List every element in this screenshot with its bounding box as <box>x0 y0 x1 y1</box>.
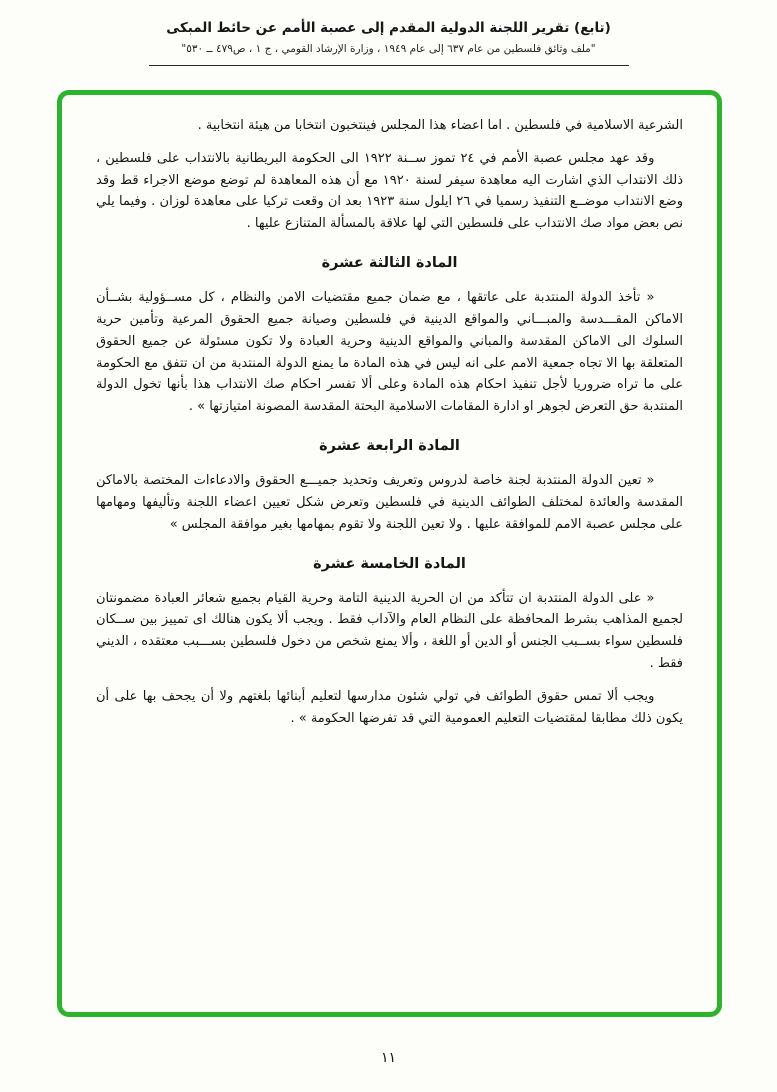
header-source-line: "ملف وثائق فلسطين من عام ٦٣٧ إلى عام ١٩٤٩ ، وزارة الإرشاد القومي ، ج ١ ، ص٤٧٩ ــ ٥٣٠" <box>181 43 596 55</box>
document-header <box>0 0 777 66</box>
section-heading-article-13: المادة الثالثة عشرة <box>321 255 458 272</box>
page-number: ١١ <box>380 1050 397 1066</box>
paragraph: الشرعية الاسلامية في فلسطين . اما اعضاء هذا المجلس فينتخبون انتخابا من هيئة انتخابية . <box>197 118 683 133</box>
paragraph: « تأخذ الدولة المنتدبة على عاتقها ، مع ضمان جميع مقتضيات الامن والنظام ، كل مســؤولية بشــأن الاماكن المقـــدسة والمبـــاني والمواقع الدينية في فلسطين وصيانة جميع الحقوق المرعية وتأمين حرية السلوك الى الاماكن المقدسة والمباني والمواقع الدينية وحرية العبادة ولا تكون مسئولة عن جميع الحقوق المتعلقة بها الا تجاه جمعية الامم على انه ليس في هذه المادة ما يمنع الدولة المنتدبة من ان تتفق مع الحكومة على ما تراه ضروريا لأجل تنفيذ احكام هذه المادة وعلى ألا تفسر احكام صك الانتداب هذا بأنها تخول الدولة المنتدبة حق التعرض لجوهر او ادارة المقامات الاسلامية البحتة المقدسة المصونة امتيازتها » . <box>96 290 683 415</box>
section-heading-article-15: المادة الخامسة عشرة <box>313 555 466 572</box>
header-title: (تابع) تقرير اللجنة الدولية المقدم إلى عصبة الأمم عن حائط المبكى <box>166 20 611 36</box>
paragraph: « على الدولة المنتدبة ان تتأكد من ان الحرية الدينية التامة وحرية القيام بجميع شعائر العبادة مضمونتان لجميع المذاهب بشرط المحافظة على النظام العام والآداب فقط . ويجب ألا يكون هنالك اى تمييز بين ســكان فلسطين سواء بســبب الجنس أو الدين أو اللغة ، وألا يمنع شخص من دخول فلسطين بســـبب معتقده ، الديني فقط . <box>96 590 683 672</box>
paragraph: ويجب ألا تمس حقوق الطوائف في تولي شئون مدارسها لتعليم أبنائها بلغتهم ولا أن يجحف بها على أن يكون ذلك مطابقا لمقتضيات التعليم العمومية التي قد تفرضها الحكومة » . <box>96 688 683 726</box>
section-heading-article-14: المادة الرابعة عشرة <box>319 438 460 455</box>
paragraph: وقد عهد مجلس عصبة الأمم في ٢٤ تموز ســنة ١٩٢٢ الى الحكومة البريطانية بالانتداب على فلسطين ، ذلك الانتداب الذي اشارت اليه معاهدة سيفر لسنة ١٩٢٠ مع أن هذه المعاهدة لم توضع موضع الاجراء قط وقد وضع الانتداب موضــع التنفيذ رسميا في ٢٦ ايلول سنة ١٩٢٣ بعد ان وقعت تركيا على معاهدة لوزان . وفيما يلي نص بعض مواد صك الانتداب على فلسطين التي لها علاقة بالمسألة المتنازع عليها . <box>96 150 683 232</box>
content-border-frame <box>57 90 722 1017</box>
header-divider <box>149 65 629 66</box>
paragraph: « تعين الدولة المنتدبة لجنة خاصة لدروس وتعريف وتحديد جميـــع الحقوق والادعاءات المختصة بالاماكن المقدسة والعائدة لمختلف الطوائف الدينية في فلسطين وتعرض شكل تعيين اعضاء اللجنة وتأليفها ومهامها على مجلس عصبة الامم للموافقة عليها . ولا تعين اللجنة ولا تقوم بمهامها بغير موافقة المجلس » <box>96 473 683 532</box>
